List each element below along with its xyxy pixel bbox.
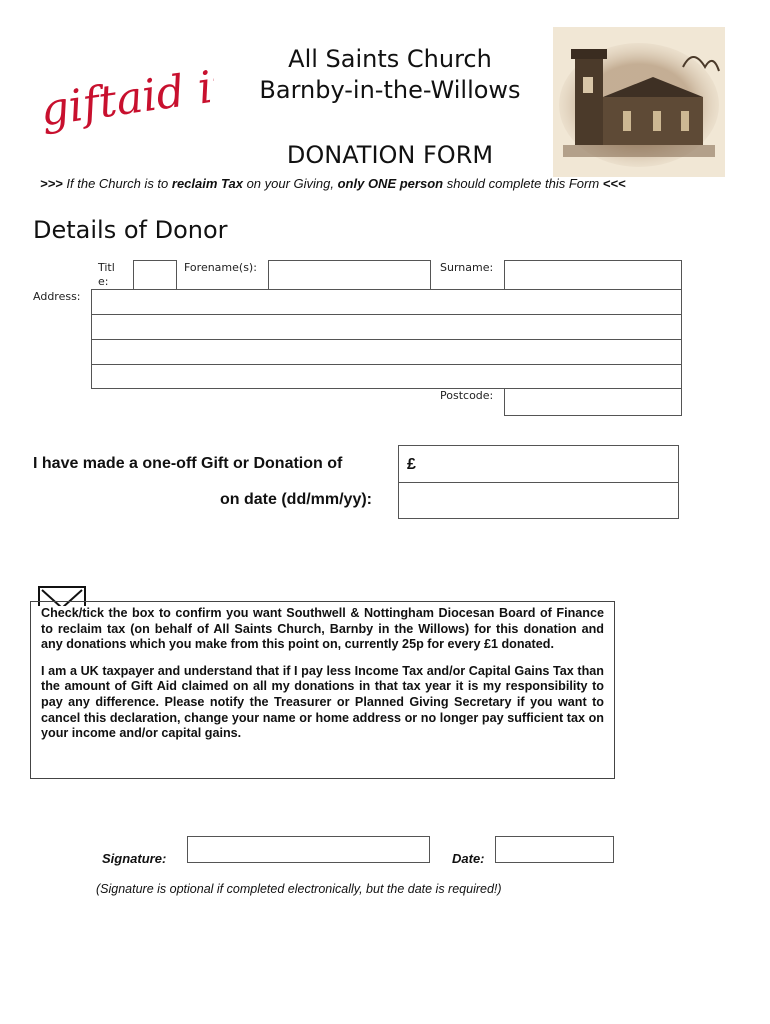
address-line-4[interactable]	[91, 364, 682, 389]
signature-note: (Signature is optional if completed electronically, but the date is required!)	[96, 882, 502, 896]
giftaid-logo	[34, 48, 214, 138]
church-illustration	[553, 27, 725, 177]
gift-amount-label: I have made a one-off Gift or Donation of	[33, 455, 343, 472]
declaration-box	[30, 601, 615, 779]
address-line-3[interactable]	[91, 339, 682, 365]
church-name-line1: All Saints Church	[288, 45, 492, 73]
surname-field[interactable]	[504, 260, 682, 290]
banner-prefix: >>>	[40, 176, 67, 191]
banner-text-3: should complete this Form	[443, 176, 603, 191]
declaration-paragraph-2: I am a UK taxpayer and understand that if I pay less Income Tax and/or Capital Gains Tax than the amount of Gift Aid claimed on all my donations in that tax year it is my responsibility to pay any difference. Please notify the Treasurer or Planned Giving Secretary if you want to cancel this declaration, change your name or home address or no longer pay sufficient tax on your income and/or capital gains.	[41, 663, 604, 741]
gift-date-field[interactable]	[398, 482, 679, 519]
surname-label: Surname:	[440, 261, 494, 274]
banner-bold-1: reclaim Tax	[171, 176, 243, 191]
instruction-banner	[40, 176, 760, 191]
postcode-label: Postcode:	[440, 389, 494, 402]
gift-amount-field[interactable]	[398, 445, 679, 483]
svg-text:giftaid it: giftaid it	[37, 59, 214, 137]
postcode-field[interactable]	[504, 388, 682, 416]
banner-text-1: If the Church is to	[66, 176, 172, 191]
signature-date-field[interactable]	[495, 836, 614, 863]
address-label: Address:	[33, 290, 81, 303]
title-field[interactable]	[133, 260, 177, 290]
address-line-1[interactable]	[91, 289, 682, 315]
church-photo	[553, 27, 725, 177]
banner-text-2: on your Giving,	[242, 176, 338, 191]
signature-field[interactable]	[187, 836, 430, 863]
form-title: DONATION FORM	[286, 141, 494, 169]
forename-field[interactable]	[268, 260, 431, 290]
signature-date-label: Date:	[452, 851, 485, 866]
forename-label: Forename(s):	[184, 261, 257, 274]
title-label: Title:	[98, 261, 115, 288]
address-line-2[interactable]	[91, 314, 682, 340]
declaration-paragraph-1: Check/tick the box to confirm you want Southwell & Nottingham Diocesan Board of Finance to reclaim tax (on behalf of All Saints Church, Barnby in the Willows) for this donation and any donations which you make from this point on, currently 25p for every £1 donated.	[41, 606, 604, 652]
church-name-line2: Barnby-in-the-Willows	[259, 76, 521, 104]
banner-suffix: <<<	[602, 176, 626, 191]
signature-label: Signature:	[102, 851, 167, 866]
banner-bold-2: only ONE person	[337, 176, 444, 191]
currency-symbol: £	[407, 456, 416, 473]
gift-date-label: on date (dd/mm/yy):	[220, 491, 373, 508]
section-title-donor: Details of Donor	[33, 216, 228, 244]
church-name	[210, 44, 570, 106]
giftaid-logo-graphic	[34, 48, 214, 138]
